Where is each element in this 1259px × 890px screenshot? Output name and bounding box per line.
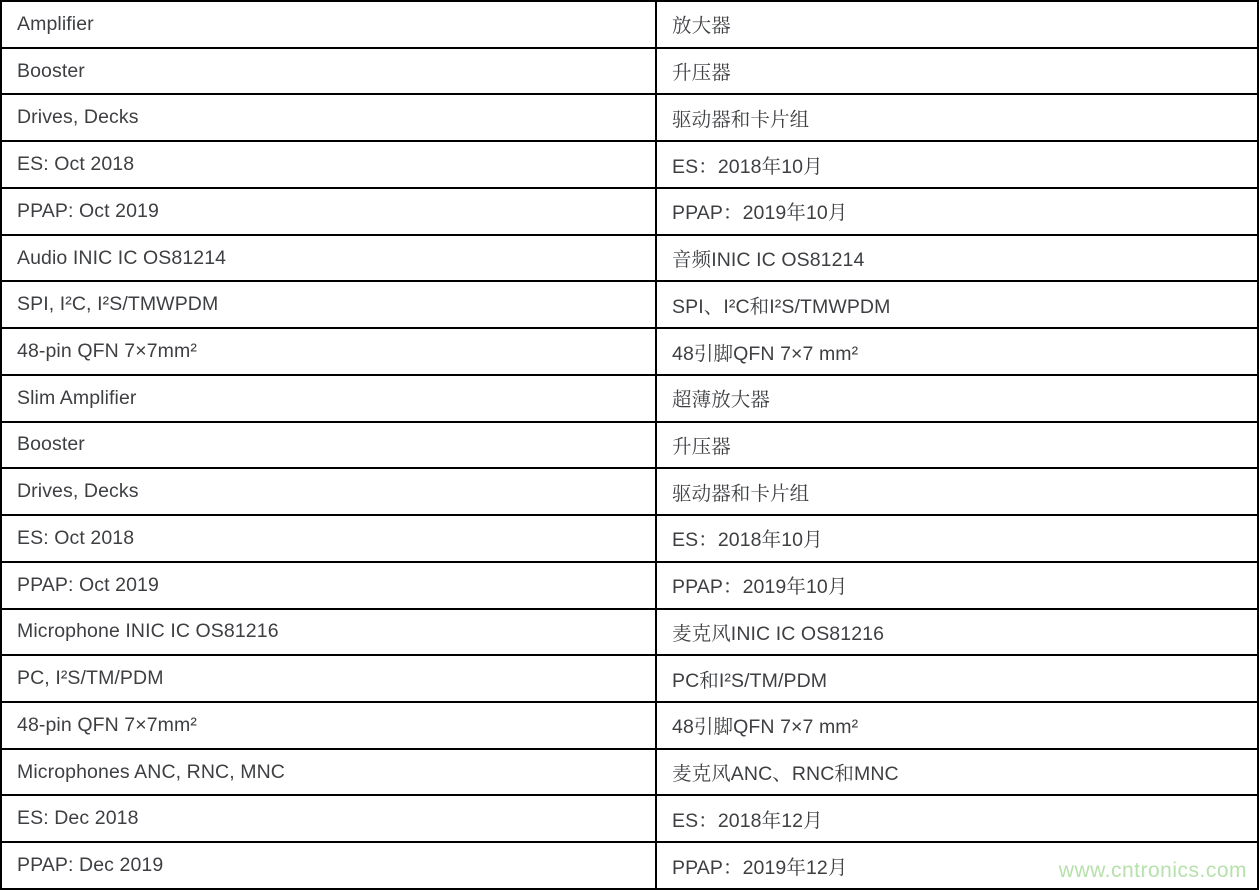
cell-english: 48-pin QFN 7×7mm² xyxy=(1,328,656,375)
table-row xyxy=(1,375,1258,422)
table-row xyxy=(1,655,1258,702)
cell-english: Drives, Decks xyxy=(1,94,656,141)
cell-chinese: 超薄放大器 xyxy=(656,375,1258,422)
cell-chinese: 升压器 xyxy=(656,48,1258,95)
cell-english: Drives, Decks xyxy=(1,468,656,515)
cell-english: PPAP: Oct 2019 xyxy=(1,188,656,235)
table-row xyxy=(1,235,1258,282)
cell-english: Audio INIC IC OS81214 xyxy=(1,235,656,282)
cell-chinese: 48引脚QFN 7×7 mm² xyxy=(656,702,1258,749)
cell-chinese: PPAP：2019年10月 xyxy=(656,188,1258,235)
cell-chinese: 48引脚QFN 7×7 mm² xyxy=(656,328,1258,375)
cell-chinese: ES：2018年10月 xyxy=(656,515,1258,562)
table-row xyxy=(1,795,1258,842)
table-row xyxy=(1,1,1258,48)
table-row xyxy=(1,515,1258,562)
cell-english: PPAP: Oct 2019 xyxy=(1,562,656,609)
cell-chinese: ES：2018年12月 xyxy=(656,795,1258,842)
cell-english: Slim Amplifier xyxy=(1,375,656,422)
cell-english: Microphone INIC IC OS81216 xyxy=(1,609,656,656)
table-row xyxy=(1,468,1258,515)
cell-english: ES: Oct 2018 xyxy=(1,515,656,562)
table-row xyxy=(1,842,1258,889)
cell-chinese: 升压器 xyxy=(656,422,1258,469)
cell-english: Booster xyxy=(1,422,656,469)
table-row xyxy=(1,609,1258,656)
cell-english: PPAP: Dec 2019 xyxy=(1,842,656,889)
cell-english: Microphones ANC, RNC, MNC xyxy=(1,749,656,796)
cell-chinese: 麦克风INIC IC OS81216 xyxy=(656,609,1258,656)
cell-chinese: 麦克风ANC、RNC和MNC xyxy=(656,749,1258,796)
table-row xyxy=(1,749,1258,796)
cell-english: Amplifier xyxy=(1,1,656,48)
cell-chinese: 音频INIC IC OS81214 xyxy=(656,235,1258,282)
cell-chinese: SPI、I²C和I²S/TMWPDM xyxy=(656,281,1258,328)
cell-english: PC, I²S/TM/PDM xyxy=(1,655,656,702)
cell-chinese: PPAP：2019年10月 xyxy=(656,562,1258,609)
table-row xyxy=(1,328,1258,375)
cell-chinese: PC和I²S/TM/PDM xyxy=(656,655,1258,702)
cell-chinese: PPAP：2019年12月 xyxy=(656,842,1258,889)
cell-chinese: 驱动器和卡片组 xyxy=(656,468,1258,515)
table-row xyxy=(1,562,1258,609)
cell-english: 48-pin QFN 7×7mm² xyxy=(1,702,656,749)
cell-chinese: ES：2018年10月 xyxy=(656,141,1258,188)
cell-english: ES: Dec 2018 xyxy=(1,795,656,842)
table-row xyxy=(1,141,1258,188)
table-row xyxy=(1,94,1258,141)
table-row xyxy=(1,422,1258,469)
table-row xyxy=(1,48,1258,95)
table-row xyxy=(1,188,1258,235)
cell-english: Booster xyxy=(1,48,656,95)
cell-english: SPI, I²C, I²S/TMWPDM xyxy=(1,281,656,328)
cell-chinese: 驱动器和卡片组 xyxy=(656,94,1258,141)
cell-chinese: 放大器 xyxy=(656,1,1258,48)
table-row xyxy=(1,281,1258,328)
watermark: www.cntronics.com xyxy=(1058,859,1247,882)
spec-table-body xyxy=(1,1,1258,889)
cell-english: ES: Oct 2018 xyxy=(1,141,656,188)
table-row xyxy=(1,702,1258,749)
